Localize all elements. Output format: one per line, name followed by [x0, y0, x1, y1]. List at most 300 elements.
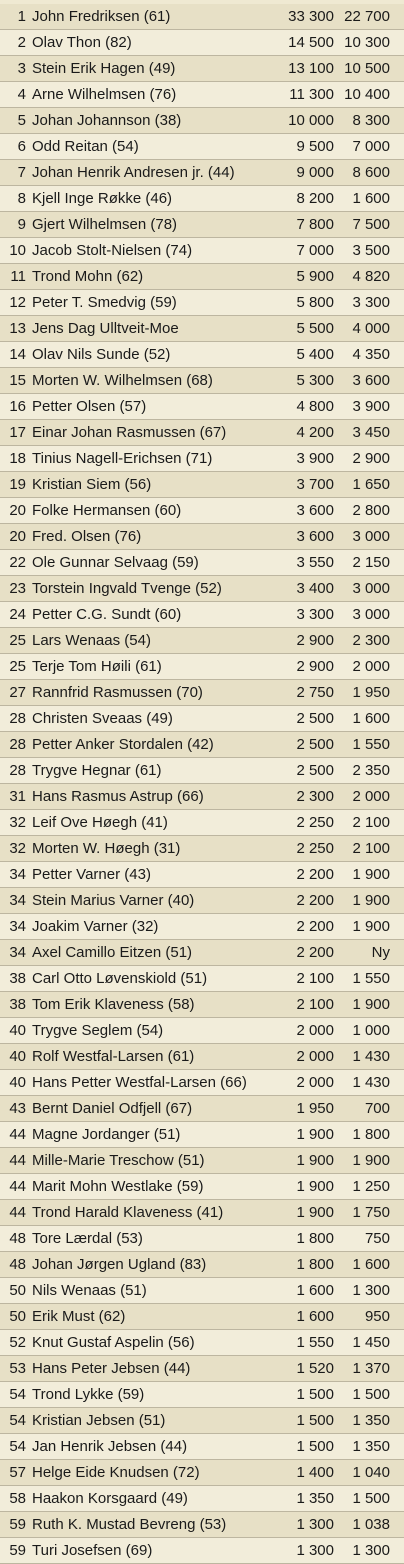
table-row	[0, 1408, 404, 1434]
name-cell: Fred. Olsen (76)	[32, 528, 142, 545]
table-row	[0, 1200, 404, 1226]
value2-cell: 2 150	[352, 554, 390, 571]
value1-cell: 3 600	[296, 528, 334, 545]
rank-cell: 58	[9, 1490, 26, 1507]
table-row	[0, 784, 404, 810]
value1-cell: 2 900	[296, 658, 334, 675]
rank-cell: 40	[9, 1074, 26, 1091]
value1-cell: 1 500	[296, 1412, 334, 1429]
value1-cell: 1 500	[296, 1438, 334, 1455]
value2-cell: 1 600	[352, 710, 390, 727]
value2-cell: 2 000	[352, 658, 390, 675]
value1-cell: 13 100	[288, 60, 334, 77]
value2-cell: 1 750	[352, 1204, 390, 1221]
value2-cell: 1 900	[352, 996, 390, 1013]
value2-cell: 2 300	[352, 632, 390, 649]
name-cell: Tinius Nagell-Erichsen (71)	[32, 450, 213, 467]
table-row	[0, 186, 404, 212]
rank-cell: 25	[9, 632, 26, 649]
value2-cell: 1 900	[352, 892, 390, 909]
name-cell: Helge Eide Knudsen (72)	[32, 1464, 200, 1481]
table-row	[0, 134, 404, 160]
name-cell: Trygve Hegnar (61)	[32, 762, 162, 779]
name-cell: John Fredriksen (61)	[32, 8, 171, 25]
value2-cell: 10 400	[344, 86, 390, 103]
value2-cell: 7 000	[352, 138, 390, 155]
value1-cell: 3 550	[296, 554, 334, 571]
value1-cell: 2 100	[296, 970, 334, 987]
rank-cell: 31	[9, 788, 26, 805]
table-row	[0, 992, 404, 1018]
rank-cell: 4	[17, 86, 26, 103]
rank-cell: 1	[17, 8, 26, 25]
rank-cell: 12	[9, 294, 26, 311]
rank-cell: 19	[9, 476, 26, 493]
table-row	[0, 1252, 404, 1278]
table-row	[0, 1174, 404, 1200]
value2-cell: 8 600	[352, 164, 390, 181]
table-row	[0, 810, 404, 836]
value2-cell: 700	[364, 1100, 390, 1117]
value2-cell: 1 550	[352, 736, 390, 753]
value1-cell: 9 500	[296, 138, 334, 155]
rank-cell: 28	[9, 762, 26, 779]
rank-cell: 6	[17, 138, 26, 155]
table-row	[0, 680, 404, 706]
rank-cell: 16	[9, 398, 26, 415]
table-row	[0, 1538, 404, 1564]
value2-cell: 1 900	[352, 918, 390, 935]
value2-cell: 3 300	[352, 294, 390, 311]
value1-cell: 5 400	[296, 346, 334, 363]
value2-cell: 1 350	[352, 1412, 390, 1429]
rank-cell: 9	[17, 216, 26, 233]
rank-cell: 44	[9, 1178, 26, 1195]
value1-cell: 2 250	[296, 814, 334, 831]
value1-cell: 2 000	[296, 1048, 334, 1065]
name-cell: Rolf Westfal-Larsen (61)	[32, 1048, 195, 1065]
rank-cell: 27	[9, 684, 26, 701]
value2-cell: 3 000	[352, 580, 390, 597]
value2-cell: 750	[364, 1230, 390, 1247]
table-row	[0, 290, 404, 316]
rank-cell: 3	[17, 60, 26, 77]
value1-cell: 5 900	[296, 268, 334, 285]
table-row	[0, 394, 404, 420]
name-cell: Leif Ove Høegh (41)	[32, 814, 168, 831]
rank-cell: 54	[9, 1412, 26, 1429]
value1-cell: 2 900	[296, 632, 334, 649]
value1-cell: 1 900	[296, 1204, 334, 1221]
name-cell: Ole Gunnar Selvaag (59)	[32, 554, 199, 571]
name-cell: Hans Rasmus Astrup (66)	[32, 788, 204, 805]
table-row	[0, 602, 404, 628]
name-cell: Einar Johan Rasmussen (67)	[32, 424, 227, 441]
value2-cell: 2 800	[352, 502, 390, 519]
table-row	[0, 940, 404, 966]
name-cell: Jacob Stolt-Nielsen (74)	[32, 242, 193, 259]
table-row	[0, 862, 404, 888]
table-row	[0, 654, 404, 680]
rank-cell: 43	[9, 1100, 26, 1117]
table-row	[0, 472, 404, 498]
name-cell: Johan Johannson (38)	[32, 112, 182, 129]
table-row	[0, 30, 404, 56]
name-cell: Terje Tom Høili (61)	[32, 658, 162, 675]
name-cell: Knut Gustaf Aspelin (56)	[32, 1334, 195, 1351]
name-cell: Petter C.G. Sundt (60)	[32, 606, 182, 623]
name-cell: Kristian Siem (56)	[32, 476, 152, 493]
name-cell: Stein Erik Hagen (49)	[32, 60, 176, 77]
name-cell: Trygve Seglem (54)	[32, 1022, 164, 1039]
value2-cell: 1 900	[352, 1152, 390, 1169]
table-row	[0, 82, 404, 108]
value2-cell: 4 350	[352, 346, 390, 363]
table-row	[0, 732, 404, 758]
value1-cell: 3 900	[296, 450, 334, 467]
value2-cell: 10 300	[344, 34, 390, 51]
value2-cell: 1 900	[352, 866, 390, 883]
name-cell: Trond Lykke (59)	[32, 1386, 145, 1403]
table-row	[0, 1330, 404, 1356]
table-row	[0, 550, 404, 576]
value1-cell: 8 200	[296, 190, 334, 207]
table-row	[0, 1486, 404, 1512]
value1-cell: 1 600	[296, 1282, 334, 1299]
value1-cell: 5 300	[296, 372, 334, 389]
table-row	[0, 264, 404, 290]
rank-cell: 40	[9, 1022, 26, 1039]
table-row	[0, 498, 404, 524]
rank-cell: 50	[9, 1282, 26, 1299]
value1-cell: 2 500	[296, 736, 334, 753]
value1-cell: 2 100	[296, 996, 334, 1013]
name-cell: Petter Varner (43)	[32, 866, 151, 883]
name-cell: Trond Harald Klaveness (41)	[32, 1204, 224, 1221]
value1-cell: 2 000	[296, 1074, 334, 1091]
value1-cell: 1 350	[296, 1490, 334, 1507]
name-cell: Carl Otto Løvenskiold (51)	[32, 970, 208, 987]
rank-cell: 44	[9, 1204, 26, 1221]
value2-cell: 1 550	[352, 970, 390, 987]
name-cell: Peter T. Smedvig (59)	[32, 294, 177, 311]
value2-cell: 2 900	[352, 450, 390, 467]
name-cell: Joakim Varner (32)	[32, 918, 159, 935]
rank-cell: 10	[9, 242, 26, 259]
table-row	[0, 914, 404, 940]
name-cell: Stein Marius Varner (40)	[32, 892, 195, 909]
value2-cell: 2 100	[352, 814, 390, 831]
rank-cell: 24	[9, 606, 26, 623]
table-row	[0, 212, 404, 238]
value2-cell: 1 000	[352, 1022, 390, 1039]
rank-cell: 22	[9, 554, 26, 571]
value2-cell: 950	[364, 1308, 390, 1325]
rank-cell: 54	[9, 1438, 26, 1455]
rank-cell: 23	[9, 580, 26, 597]
rank-cell: 57	[9, 1464, 26, 1481]
name-cell: Jens Dag Ulltveit-Moe	[32, 320, 179, 337]
value2-cell: 22 700	[344, 8, 390, 25]
rank-cell: 54	[9, 1386, 26, 1403]
rank-cell: 28	[9, 736, 26, 753]
name-cell: Johan Henrik Andresen jr. (44)	[32, 164, 235, 181]
rank-cell: 52	[9, 1334, 26, 1351]
value1-cell: 1 300	[296, 1516, 334, 1533]
table-row	[0, 1018, 404, 1044]
table-row	[0, 1096, 404, 1122]
rank-cell: 18	[9, 450, 26, 467]
value2-cell: 1 600	[352, 1256, 390, 1273]
rank-cell: 38	[9, 996, 26, 1013]
name-cell: Petter Anker Stordalen (42)	[32, 736, 214, 753]
name-cell: Morten W. Høegh (31)	[32, 840, 181, 857]
value1-cell: 5 800	[296, 294, 334, 311]
value2-cell: 4 820	[352, 268, 390, 285]
table-row	[0, 108, 404, 134]
table-row	[0, 1356, 404, 1382]
table-row	[0, 576, 404, 602]
rank-cell: 48	[9, 1230, 26, 1247]
rank-cell: 8	[17, 190, 26, 207]
value1-cell: 11 300	[289, 86, 334, 103]
table-row	[0, 420, 404, 446]
table-row	[0, 342, 404, 368]
name-cell: Bernt Daniel Odfjell (67)	[32, 1100, 193, 1117]
name-cell: Magne Jordanger (51)	[32, 1126, 181, 1143]
value1-cell: 2 200	[296, 918, 334, 935]
rank-cell: 7	[17, 164, 26, 181]
name-cell: Kjell Inge Røkke (46)	[32, 190, 173, 207]
value1-cell: 1 950	[296, 1100, 334, 1117]
value1-cell: 1 400	[296, 1464, 334, 1481]
value1-cell: 3 600	[296, 502, 334, 519]
value2-cell: 1 500	[352, 1490, 390, 1507]
rank-cell: 32	[9, 840, 26, 857]
name-cell: Olav Nils Sunde (52)	[32, 346, 171, 363]
value1-cell: 2 200	[296, 866, 334, 883]
value1-cell: 2 200	[296, 892, 334, 909]
rank-cell: 5	[17, 112, 26, 129]
value1-cell: 2 200	[296, 944, 334, 961]
value1-cell: 9 000	[296, 164, 334, 181]
value1-cell: 14 500	[288, 34, 334, 51]
value1-cell: 1 800	[296, 1256, 334, 1273]
rank-cell: 59	[9, 1542, 26, 1559]
name-cell: Hans Petter Westfal-Larsen (66)	[32, 1074, 247, 1091]
name-cell: Johan Jørgen Ugland (83)	[32, 1256, 207, 1273]
value2-cell: 1 600	[352, 190, 390, 207]
rank-cell: 34	[9, 918, 26, 935]
table-row	[0, 1382, 404, 1408]
name-cell: Tore Lærdal (53)	[32, 1230, 143, 1247]
name-cell: Tom Erik Klaveness (58)	[32, 996, 195, 1013]
name-cell: Ruth K. Mustad Bevreng (53)	[32, 1516, 227, 1533]
rank-cell: 20	[9, 502, 26, 519]
rank-cell: 28	[9, 710, 26, 727]
value1-cell: 1 520	[296, 1360, 334, 1377]
value2-cell: 3 000	[352, 528, 390, 545]
name-cell: Mille-Marie Treschow (51)	[32, 1152, 205, 1169]
rank-cell: 59	[9, 1516, 26, 1533]
rank-cell: 34	[9, 892, 26, 909]
value2-cell: 3 000	[352, 606, 390, 623]
value1-cell: 5 500	[296, 320, 334, 337]
name-cell: Haakon Korsgaard (49)	[32, 1490, 188, 1507]
value2-cell: 1 300	[352, 1282, 390, 1299]
value2-cell: 1 370	[352, 1360, 390, 1377]
name-cell: Olav Thon (82)	[32, 34, 132, 51]
value1-cell: 4 800	[296, 398, 334, 415]
value1-cell: 2 500	[296, 762, 334, 779]
rank-cell: 48	[9, 1256, 26, 1273]
rank-cell: 44	[9, 1152, 26, 1169]
value2-cell: 1 300	[352, 1542, 390, 1559]
value1-cell: 1 600	[296, 1308, 334, 1325]
name-cell: Hans Peter Jebsen (44)	[32, 1360, 191, 1377]
rank-cell: 44	[9, 1126, 26, 1143]
rank-cell: 11	[10, 268, 26, 285]
value2-cell: 1 040	[352, 1464, 390, 1481]
value1-cell: 1 550	[296, 1334, 334, 1351]
name-cell: Axel Camillo Eitzen (51)	[32, 944, 193, 961]
table-row	[0, 1070, 404, 1096]
table-row	[0, 836, 404, 862]
table-row	[0, 1122, 404, 1148]
value1-cell: 2 750	[296, 684, 334, 701]
value2-cell: 1 800	[352, 1126, 390, 1143]
value1-cell: 2 250	[296, 840, 334, 857]
rank-cell: 53	[9, 1360, 26, 1377]
value2-cell: 1 430	[352, 1048, 390, 1065]
rank-cell: 34	[9, 944, 26, 961]
value2-cell: 3 900	[352, 398, 390, 415]
value2-cell: 1 650	[352, 476, 390, 493]
value1-cell: 2 500	[296, 710, 334, 727]
rank-cell: 25	[9, 658, 26, 675]
name-cell: Erik Must (62)	[32, 1308, 126, 1325]
value1-cell: 2 000	[296, 1022, 334, 1039]
name-cell: Jan Henrik Jebsen (44)	[32, 1438, 188, 1455]
rank-cell: 2	[17, 34, 26, 51]
rank-cell: 13	[9, 320, 26, 337]
value1-cell: 1 800	[296, 1230, 334, 1247]
table-row	[0, 160, 404, 186]
value2-cell: 8 300	[352, 112, 390, 129]
value2-cell: 3 600	[352, 372, 390, 389]
value1-cell: 1 300	[296, 1542, 334, 1559]
table-row	[0, 1278, 404, 1304]
name-cell: Trond Mohn (62)	[32, 268, 144, 285]
rank-cell: 34	[9, 866, 26, 883]
value2-cell: 1 038	[352, 1516, 390, 1533]
rank-cell: 32	[9, 814, 26, 831]
value1-cell: 33 300	[288, 8, 334, 25]
value1-cell: 7 000	[296, 242, 334, 259]
value2-cell: 7 500	[352, 216, 390, 233]
rank-cell: 15	[9, 372, 26, 389]
name-cell: Lars Wenaas (54)	[32, 632, 151, 649]
table-row	[0, 1304, 404, 1330]
table-row	[0, 4, 404, 30]
value1-cell: 2 300	[296, 788, 334, 805]
value2-cell: 2 350	[352, 762, 390, 779]
table-row	[0, 1148, 404, 1174]
value1-cell: 3 700	[296, 476, 334, 493]
value2-cell: 3 500	[352, 242, 390, 259]
table-row	[0, 966, 404, 992]
table-row	[0, 1512, 404, 1538]
table-row	[0, 1044, 404, 1070]
table-row	[0, 888, 404, 914]
value2-cell: 2 100	[352, 840, 390, 857]
value2-cell: 2 000	[352, 788, 390, 805]
name-cell: Marit Mohn Westlake (59)	[32, 1178, 204, 1195]
value1-cell: 7 800	[296, 216, 334, 233]
name-cell: Morten W. Wilhelmsen (68)	[32, 372, 213, 389]
table-row	[0, 446, 404, 472]
value1-cell: 1 900	[296, 1178, 334, 1195]
rank-cell: 20	[9, 528, 26, 545]
table-row	[0, 1460, 404, 1486]
value1-cell: 1 500	[296, 1386, 334, 1403]
name-cell: Petter Olsen (57)	[32, 398, 147, 415]
value2-cell: 1 500	[352, 1386, 390, 1403]
value1-cell: 3 400	[296, 580, 334, 597]
table-row	[0, 1226, 404, 1252]
table-row	[0, 56, 404, 82]
value2-cell: Ny	[371, 944, 390, 961]
rank-cell: 38	[9, 970, 26, 987]
name-cell: Rannfrid Rasmussen (70)	[32, 684, 203, 701]
name-cell: Folke Hermansen (60)	[32, 502, 182, 519]
value2-cell: 10 500	[344, 60, 390, 77]
name-cell: Christen Sveaas (49)	[32, 710, 173, 727]
value2-cell: 1 950	[352, 684, 390, 701]
table-row	[0, 758, 404, 784]
table-row	[0, 368, 404, 394]
name-cell: Arne Wilhelmsen (76)	[32, 86, 177, 103]
value1-cell: 3 300	[296, 606, 334, 623]
name-cell: Odd Reitan (54)	[32, 138, 139, 155]
value1-cell: 1 900	[296, 1152, 334, 1169]
value2-cell: 1 350	[352, 1438, 390, 1455]
rank-cell: 14	[9, 346, 26, 363]
table-row	[0, 1434, 404, 1460]
value2-cell: 1 250	[352, 1178, 390, 1195]
table-row	[0, 524, 404, 550]
table-row	[0, 706, 404, 732]
rank-cell: 40	[9, 1048, 26, 1065]
rank-cell: 17	[9, 424, 26, 441]
value2-cell: 4 000	[352, 320, 390, 337]
value1-cell: 10 000	[288, 112, 334, 129]
value2-cell: 1 430	[352, 1074, 390, 1091]
table-row	[0, 238, 404, 264]
table-row	[0, 628, 404, 654]
name-cell: Gjert Wilhelmsen (78)	[32, 216, 178, 233]
value1-cell: 4 200	[296, 424, 334, 441]
name-cell: Kristian Jebsen (51)	[32, 1412, 166, 1429]
value2-cell: 3 450	[352, 424, 390, 441]
value1-cell: 1 900	[296, 1126, 334, 1143]
name-cell: Torstein Ingvald Tvenge (52)	[32, 580, 222, 597]
name-cell: Turi Josefsen (69)	[32, 1542, 153, 1559]
name-cell: Nils Wenaas (51)	[32, 1282, 147, 1299]
value2-cell: 1 450	[352, 1334, 390, 1351]
table-row	[0, 316, 404, 342]
rank-cell: 50	[9, 1308, 26, 1325]
